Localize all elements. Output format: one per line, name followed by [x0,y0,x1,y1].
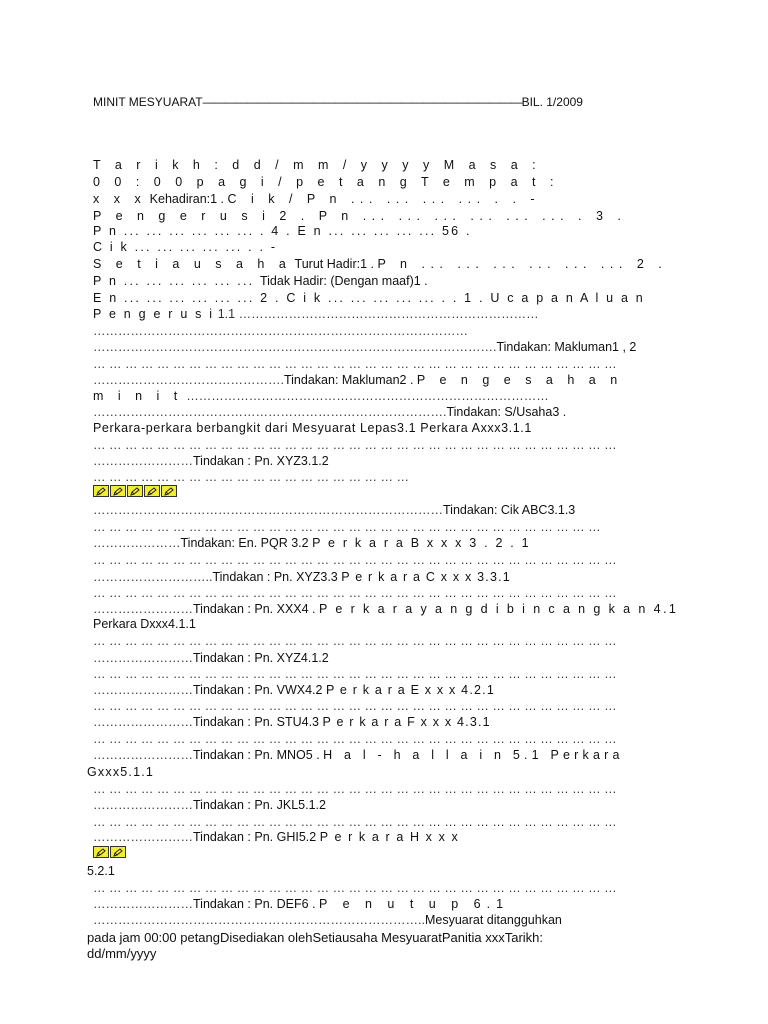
line-text: P e n g e s a h a n [416,373,623,387]
line-text: ………………… [93,536,181,550]
line-text: Tindakan: Cik ABC3.1.3 [443,503,576,517]
line-text: Tindakan : Pn. DEF6 . [193,897,319,911]
line-text: P e r k a r a y a n g d i b i n c a n g k a n 4.1 [319,602,679,616]
line-text: P n ... ... ... ... ... ... [93,274,260,288]
line-text: P e r k a r a C x x x 3.3.1 [341,570,511,584]
minutes-line-l24 [93,553,617,568]
line-text: … … … … … … … … … … … … … … … … … … … … … … … … … … … … … … … … … [93,732,617,746]
line-text: Tindakan: S/Usaha3 . [446,405,567,419]
minutes-line-l12 [93,340,636,355]
minutes-line-l26 [93,586,617,601]
line-text: Perkara-perkara berbangkit dari Mesyuarat Lepas3.1 Perkara Axxx3.1.1 [93,421,532,435]
line-text: …………………………………………………………………….. [93,913,425,927]
line-text: … … … … … … … … … … … … … … … … … … … … … … … … … … … … … … … … … [93,815,617,829]
line-text: Gxxx5.1.1 [87,765,155,779]
line-text: … … … … … … … … … … … … … … … … … … … … … … … … … … … … … … … … … [93,881,617,895]
pen-edit-icon [127,485,143,497]
line-text: pada jam 00:00 petangDisediakan olehSetiausaha MesyuaratPanitia xxxTarikh: [87,930,544,945]
line-text: …………………………………………………………………………. [93,405,447,419]
minutes-line-l08 [93,274,428,289]
line-text: Tindakan : Pn. JKL5.1.2 [193,798,326,812]
minutes-line-l44 [93,897,509,912]
line-text: … … … … … … … … … … … … … … … … … … … … [93,470,409,484]
minutes-line-l11 [93,324,468,339]
line-text: Turut Hadir:1 . [291,257,378,271]
line-text: T a r i k h : d d / m m / y y y y M a s a : [93,158,542,172]
line-text: Tindakan: Makluman2 . [283,373,417,387]
minutes-line-l43 [93,881,617,896]
minutes-line-l10 [93,307,539,322]
line-text: … … … … … … … … … … … … … … … … … … … … … … … … … … … … … … … … … [93,357,617,371]
line-text: ………………………………………………………………………… [93,503,443,517]
line-text: Tindakan : Pn. XYZ3.3 [212,570,342,584]
minutes-line-l14 [93,373,623,388]
minutes-line-l17 [93,421,532,436]
minutes-line-l33 [93,699,617,714]
line-text: … … … … … … … … … … … … … … … … … … … … … … … … … … … … … … … … … [93,782,617,796]
minutes-line-l31 [93,667,617,682]
pen-edit-icon [144,485,160,497]
minutes-line-l40 [93,815,617,830]
line-text: Kehadiran:1 . [146,192,228,206]
document-header [93,95,583,110]
line-text: … … … … … … … … … … … … … … … … … … … … … … … … … … … … … … … … … [93,586,617,600]
pen-edit-icon [110,485,126,497]
line-text: Tindakan : Pn. XXX4 . [193,602,319,616]
line-text: P e r k a r a B x x x 3 . 2 . 1 [312,536,531,550]
header-number: BIL. 1/2009 [521,95,583,109]
line-text: H a l - h a l l a i n 5.1 Perkara [323,748,624,762]
minutes-line-l05 [93,224,472,239]
line-text: ………………………………………. [93,373,284,387]
minutes-line-l02 [93,175,559,190]
line-text: …………………… [93,830,193,844]
icon-group-g1 [93,485,177,497]
header-title: MINIT MESYUARAT [93,95,203,109]
line-text: Tindakan: En. PQR 3.2 [180,536,313,550]
header-rule: ————————————————————————————— [202,95,522,109]
pen-edit-icon [161,485,177,497]
line-text: Tindakan : Pn. GHI5.2 [193,830,320,844]
line-text: m i n i t [93,389,183,403]
minutes-line-l45 [93,913,562,928]
line-text: E n ... ... ... ... ... ... 2 . C i k ... ... ... ... ... . . 1 . U c a p a n A l u a n [93,291,645,305]
line-text: …………………… [93,651,193,665]
line-text: ……………………………………………………………………………………. [93,340,497,354]
minutes-line-l07 [93,257,667,272]
line-text: …………………………………………………………………………… [182,389,549,403]
line-text: P e n g e r u s i 2 . P n ... ... ... ... ... ... . 3 . [93,209,627,223]
minutes-line-l35 [93,732,617,747]
line-text: P e r k a r a F x x x 4.3.1 [322,715,491,729]
line-text: P e r k a r a H x x x [319,830,460,844]
minutes-line-l20 [93,470,409,485]
minutes-line-l36 [93,748,624,763]
line-text: … … … … … … … … … … … … … … … … … … … … … … … … … … … … … … … … … [93,634,617,648]
line-text: … … … … … … … … … … … … … … … … … … … … … … … … … … … … … … … … … [93,699,617,713]
minutes-line-l23 [93,536,531,551]
line-text: x x x [93,192,147,206]
line-text: … … … … … … … … … … … … … … … … … … … … … … … … … … … … … … … … … [93,667,617,681]
line-text: Tidak Hadir: (Dengan maaf)1 . [259,274,428,288]
minutes-line-l06 [93,240,277,255]
minutes-line-l38 [93,782,617,797]
minutes-line-l46 [87,930,544,946]
line-text: Tindakan : Pn. VWX4.2 [193,683,326,697]
minutes-line-l42 [87,864,115,879]
icon-group-g2 [93,846,126,858]
line-text: …………………… [93,454,193,468]
line-text: P n ... ... ... ... ... ... 2 . [377,257,668,271]
pen-edit-icon [93,485,109,497]
line-text: …………………… [93,602,193,616]
minutes-line-l13 [93,357,617,372]
minutes-line-l09 [93,291,645,306]
line-text: P e r k a r a E x x x 4.2.1 [325,683,495,697]
line-text: 0 0 : 0 0 p a g i / p e t a n g T e m p a t : [93,175,559,189]
minutes-line-l16 [93,405,566,420]
line-text: …………………… [93,748,193,762]
minutes-line-l39 [93,798,326,813]
minutes-line-l41 [93,830,459,845]
minutes-line-l30 [93,651,329,666]
minutes-line-l47 [87,946,157,962]
line-text: 1.1 ……………………………………………………………… [214,307,539,321]
minutes-line-l22 [93,520,601,535]
line-text: … … … … … … … … … … … … … … … … … … … … … … … … … … … … … … … … … [93,553,617,567]
minutes-line-l29 [93,634,617,649]
line-text: dd/mm/yyyy [87,946,157,961]
line-text: Tindakan: Makluman1 , 2 [496,340,637,354]
minutes-line-l27 [93,602,678,617]
minutes-line-l34 [93,715,491,730]
minutes-line-l15 [93,389,549,404]
line-text: …………………… [93,715,193,729]
minutes-line-l25 [93,570,511,585]
pen-edit-icon [93,846,109,858]
line-text: P n ... ... ... ... ... ... . 4 . E n ... ... ... ... ... 56 . [93,224,472,238]
line-text: ……………………….. [93,570,213,584]
line-text: Tindakan : Pn. STU4.3 [193,715,323,729]
line-text: 5.2.1 [87,864,115,878]
line-text: … … … … … … … … … … … … … … … … … … … … … … … … … … … … … … … … … [93,438,617,452]
minutes-line-l18 [93,438,617,453]
line-text: Mesyuarat ditangguhkan [424,913,562,927]
line-text: Tindakan : Pn. XYZ4.1.2 [193,651,329,665]
line-text: Perkara Dxxx4.1.1 [93,617,196,631]
line-text: S e t i a u s a h a [93,257,292,271]
minutes-line-l04 [93,209,626,224]
line-text: P e n g e r u s i [93,307,215,321]
line-text: C i k / P n ... ... ... ... . . - [227,192,541,206]
minutes-line-l28 [93,617,196,632]
line-text: P e n u t u p 6.1 [318,897,510,911]
minutes-line-l01 [93,158,541,173]
minutes-line-l37 [87,765,155,780]
line-text: … … … … … … … … … … … … … … … … … … … … … … … … … … … … … … … … [93,520,601,534]
minutes-line-l32 [93,683,495,698]
line-text: Tindakan : Pn. MNO5 . [193,748,324,762]
minutes-line-l19 [93,454,329,469]
line-text: …………………… [93,798,193,812]
line-text: …………………… [93,897,193,911]
line-text: Tindakan : Pn. XYZ3.1.2 [193,454,329,468]
line-text: …………………… [93,683,193,697]
pen-edit-icon [110,846,126,858]
minutes-line-l03 [93,192,540,207]
line-text: ……………………………………………………………………………… [93,324,468,338]
line-text: C i k ... ... ... ... ... . . - [93,240,278,254]
minutes-line-l21 [93,503,575,518]
